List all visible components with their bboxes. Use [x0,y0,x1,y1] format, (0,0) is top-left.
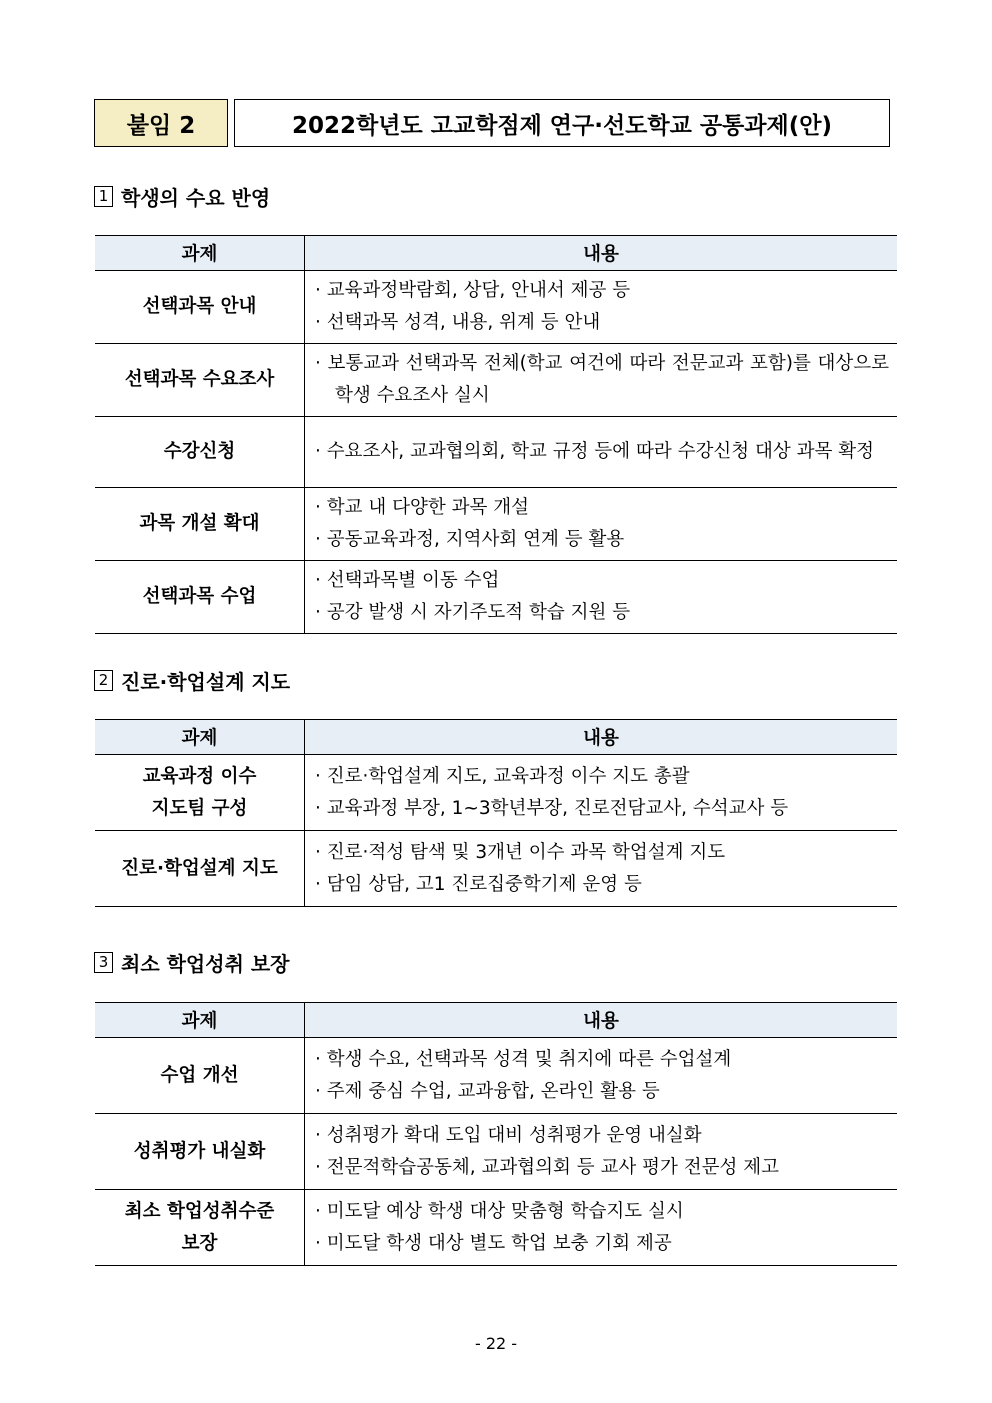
table-row [95,1114,897,1190]
content-item: · 미도달 예상 학생 대상 맞춤형 학습지도 실시 [315,1200,684,1222]
section-heading-3 [94,948,290,977]
table-row [95,417,897,488]
task-cell: 선택과목 수요조사 [95,344,305,417]
section-title: 진로·학업설계 지도 [121,670,291,694]
table-row [95,488,897,561]
content-item: · 학교 내 다양한 과목 개설 [315,497,529,518]
header-content: 내용 [305,236,898,271]
content-cell [305,271,898,344]
page-number: - 22 - [474,1334,518,1353]
content-item: · 성취평가 확대 도입 대비 성취평가 운영 내실화 [315,1124,702,1146]
content-cell [305,755,898,831]
content-item: · 수요조사, 교과협의회, 학교 규정 등에 따라 수강신청 대상 과목 확정 [315,441,874,462]
content-item: · 미도달 학생 대상 별도 학업 보충 기회 제공 [315,1232,672,1254]
content-item: · 선택과목 성격, 내용, 위계 등 안내 [315,312,601,333]
task-table-3 [95,1002,897,1266]
content-cell [305,417,898,488]
content-cell [305,344,898,417]
header-content: 내용 [305,1003,898,1038]
document-title: 2022학년도 고교학점제 연구·선도학교 공통과제(안) [234,99,890,147]
document-header [94,99,890,147]
task-cell: 수업 개선 [95,1038,305,1114]
task-table-1 [95,235,897,634]
task-cell: 선택과목 안내 [95,271,305,344]
task-cell: 성취평가 내실화 [95,1114,305,1190]
content-item: · 학생 수요, 선택과목 성격 및 취지에 따른 수업설계 [315,1048,732,1070]
task-cell: 수강신청 [95,417,305,488]
content-item: · 공강 발생 시 자기주도적 학습 지원 등 [315,602,631,623]
section-heading-1 [94,182,270,211]
task-cell: 선택과목 수업 [95,561,305,634]
content-item: · 공동교육과정, 지역사회 연계 등 활용 [315,529,625,550]
content-cell [305,488,898,561]
content-cell [305,1038,898,1114]
content-item: · 진로·적성 탐색 및 3개년 이수 과목 학업설계 지도 [315,841,726,863]
table-header-row [95,236,897,271]
task-cell: 진로·학업설계 지도 [95,831,305,907]
task-line: 최소 학업성취수준 [124,1200,275,1222]
task-cell [95,755,305,831]
table-row [95,755,897,831]
table-row [95,344,897,417]
task-line: 교육과정 이수 [142,765,257,787]
table-row [95,561,897,634]
section-title: 학생의 수요 반영 [121,186,271,210]
content-cell [305,1190,898,1266]
content-cell [305,831,898,907]
content-cell [305,561,898,634]
header-task: 과제 [95,720,305,755]
content-cell [305,1114,898,1190]
attachment-label: 붙임 2 [94,99,228,147]
content-item: · 교육과정 부장, 1~3학년부장, 진로전담교사, 수석교사 등 [315,797,789,819]
table-header-row [95,1003,897,1038]
task-line: 보장 [181,1232,218,1254]
table-row [95,831,897,907]
table-row [95,1038,897,1114]
task-cell [95,1190,305,1266]
task-cell: 과목 개설 확대 [95,488,305,561]
content-item: · 담임 상담, 고1 진로집중학기제 운영 등 [315,873,642,895]
table-row [95,271,897,344]
section-heading-2 [94,666,290,695]
content-item: · 주제 중심 수업, 교과융합, 온라인 활용 등 [315,1080,660,1102]
section-number: 2 [94,670,113,691]
section-number: 1 [94,186,113,207]
header-task: 과제 [95,1003,305,1038]
header-content: 내용 [305,720,898,755]
table-row [95,1190,897,1266]
content-item: · 교육과정박람회, 상담, 안내서 제공 등 [315,280,631,301]
content-item: · 전문적학습공동체, 교과협의회 등 교사 평가 전문성 제고 [315,1156,779,1178]
task-line: 지도팀 구성 [151,797,248,819]
header-task: 과제 [95,236,305,271]
content-item: · 선택과목별 이동 수업 [315,570,500,591]
content-item: · 보통교과 선택과목 전체(학교 여건에 따라 전문교과 포함)를 대상으로 학생 수요조사 실시 [315,353,889,406]
content-item: · 진로·학업설계 지도, 교육과정 이수 지도 총괄 [315,765,690,787]
section-number: 3 [94,952,113,973]
table-header-row [95,720,897,755]
section-title: 최소 학업성취 보장 [121,952,290,976]
task-table-2 [95,719,897,907]
